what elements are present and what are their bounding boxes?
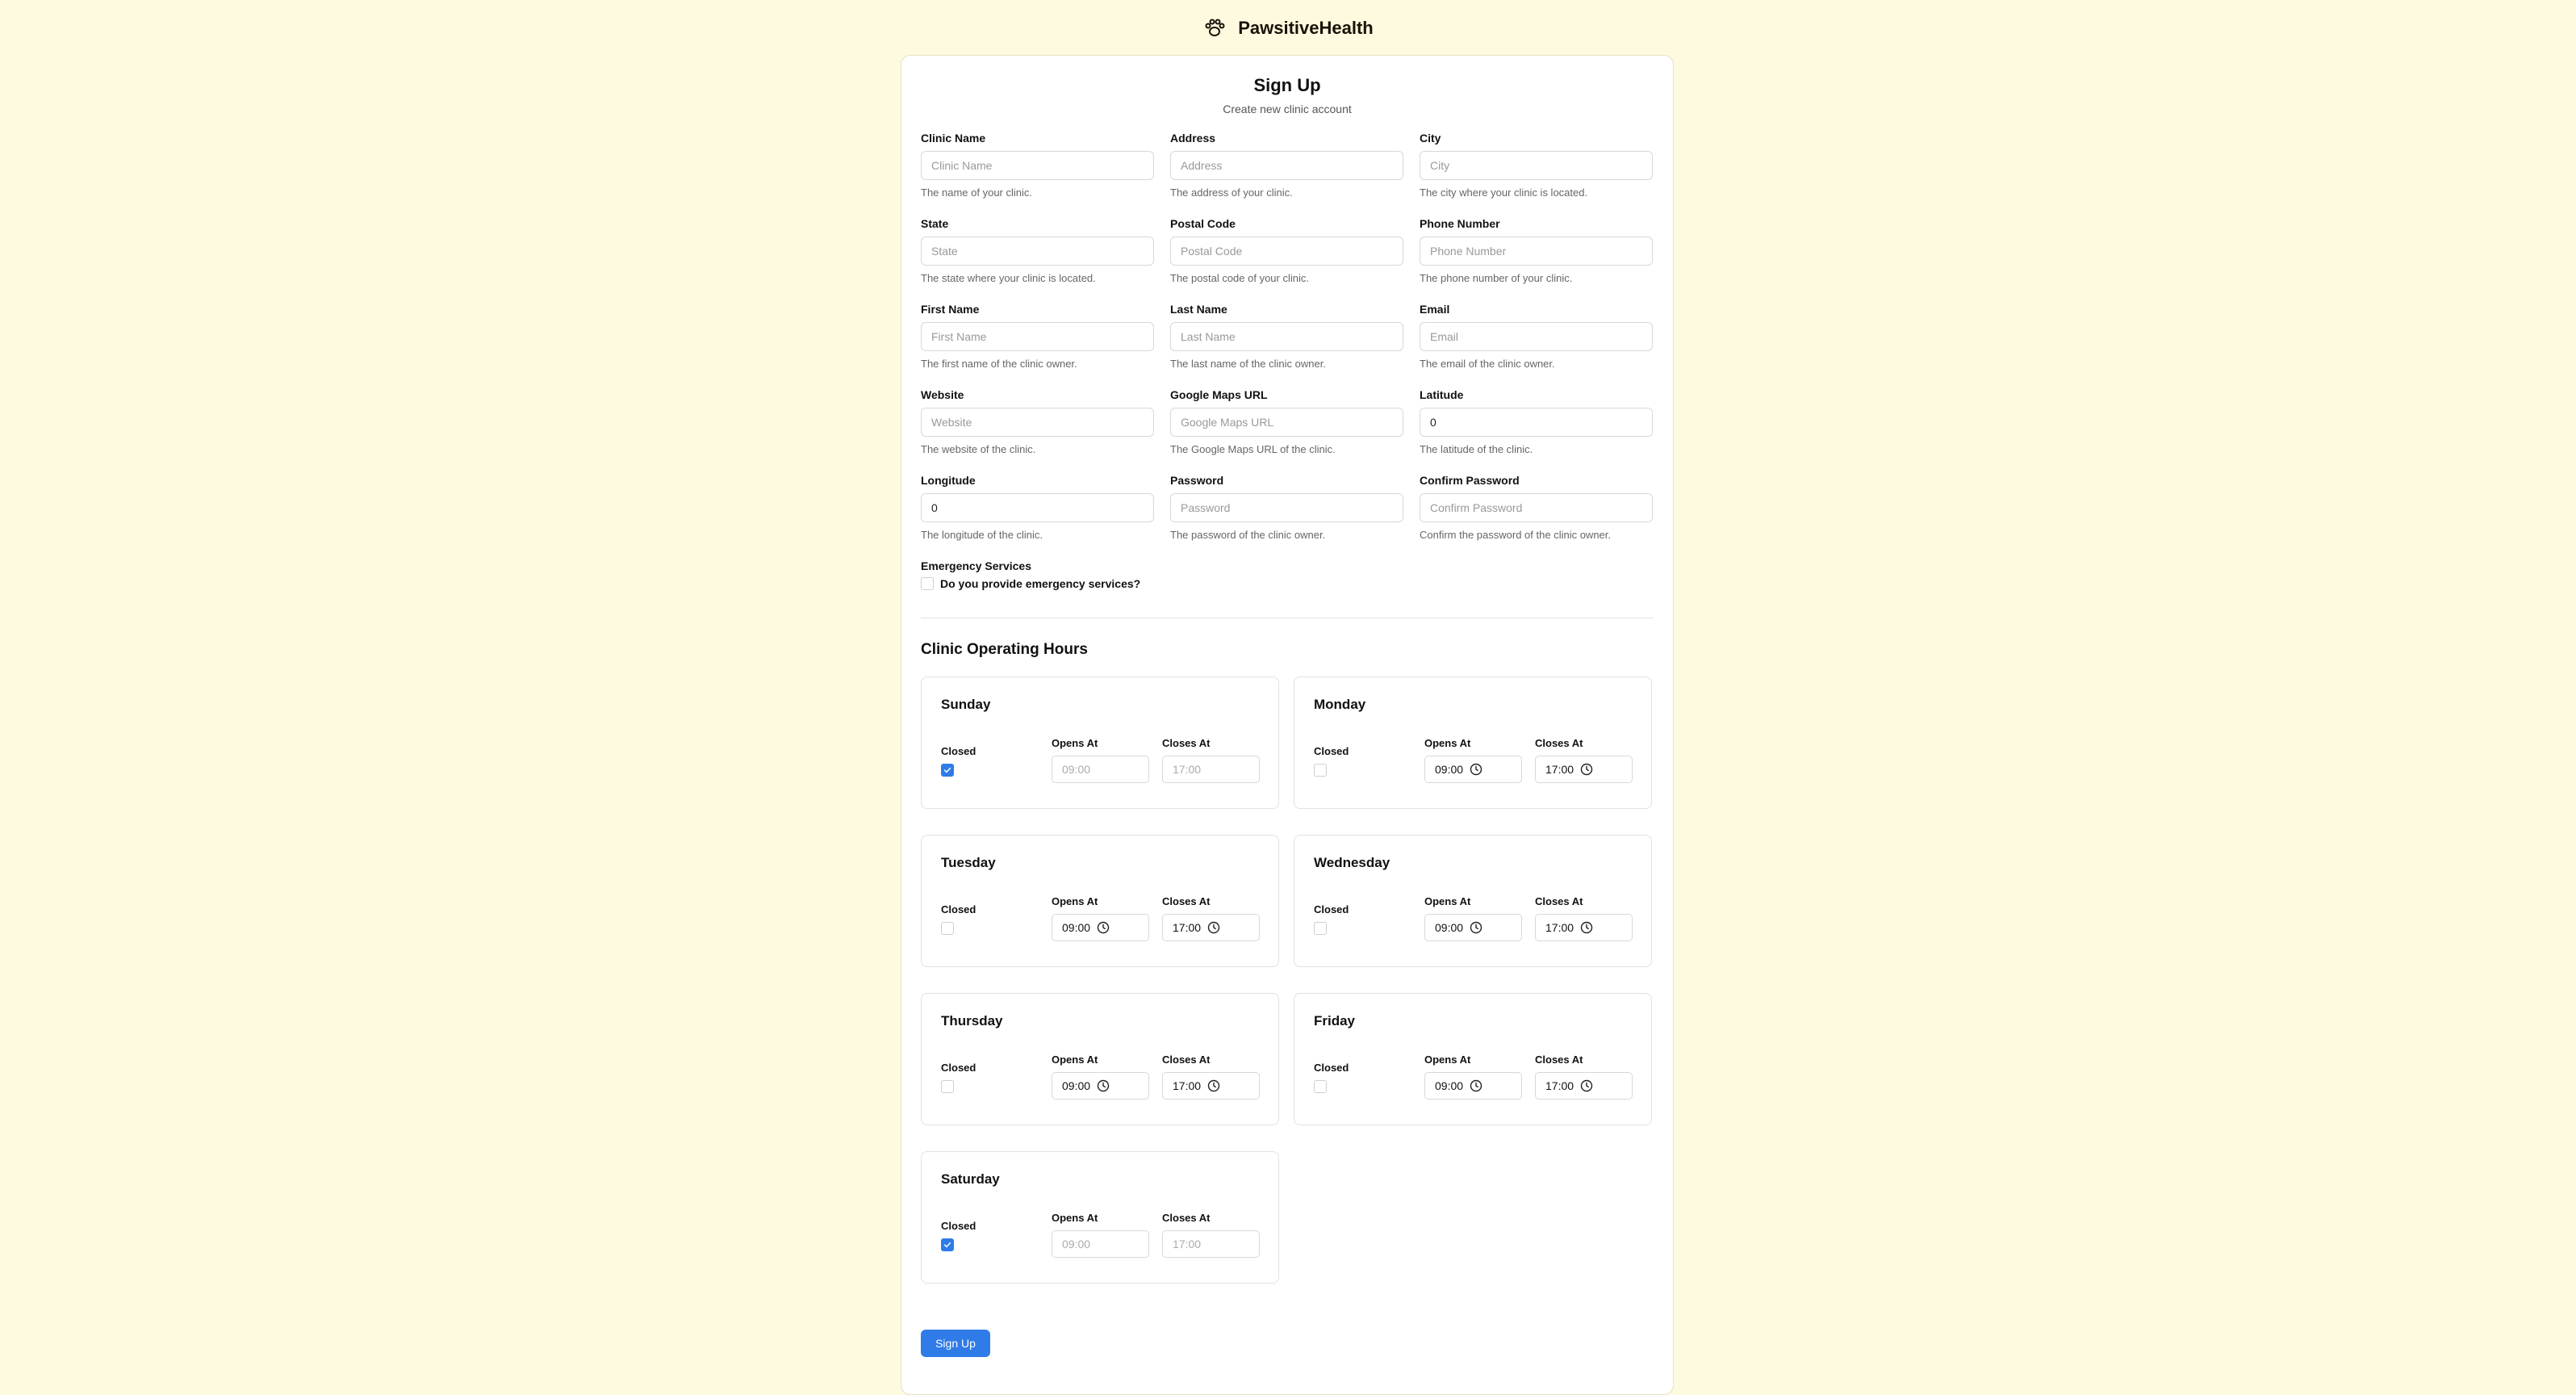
latitude-label: Latitude [1420,388,1464,401]
check-icon [943,765,952,775]
field-email [1420,303,1653,388]
clinic-name-input[interactable] [921,151,1154,180]
day-name: Wednesday [1314,855,1390,870]
day-name: Saturday [941,1171,1000,1187]
emergency-label: Emergency Services [921,559,1031,572]
closes-time-value: 17:00 [1545,921,1574,934]
opens-label: Opens At [1052,895,1098,907]
closes-time-value: 17:00 [1173,1238,1202,1250]
fields-grid [921,132,1654,559]
field-google-maps-url [1170,388,1403,474]
confirm-password-input[interactable] [1420,493,1653,522]
opens-time-input[interactable] [1424,756,1522,783]
last-name-input[interactable] [1170,322,1403,351]
paw-icon [1202,16,1227,40]
opens-time-input[interactable] [1052,1072,1149,1100]
field-password [1170,474,1403,559]
day-name: Thursday [941,1013,1003,1028]
day-name: Monday [1314,697,1366,712]
closed-checkbox[interactable] [1314,1080,1327,1093]
opens-time-input[interactable] [1424,1072,1522,1100]
closes-time-input[interactable] [1162,914,1260,941]
closed-checkbox[interactable] [941,1080,954,1093]
clinic-name-label: Clinic Name [921,132,986,145]
postal-code-label: Postal Code [1170,217,1236,230]
clock-icon [1207,921,1220,934]
email-input[interactable] [1420,322,1653,351]
closes-time-input[interactable] [1162,756,1260,783]
clock-icon [1097,921,1110,934]
website-help: The website of the clinic. [921,443,1036,455]
closed-checkbox[interactable] [941,1238,954,1251]
state-label: State [921,217,949,230]
closed-checkbox[interactable] [941,922,954,935]
closes-time-value: 17:00 [1545,763,1574,776]
city-help: The city where your clinic is located. [1420,186,1588,199]
latitude-input[interactable] [1420,408,1653,437]
opens-label: Opens At [1424,1054,1471,1066]
closes-time-input[interactable] [1162,1230,1260,1258]
opens-time-value: 09:00 [1062,1238,1091,1250]
closes-label: Closes At [1535,737,1583,749]
closed-label: Closed [941,1220,976,1232]
opens-label: Opens At [1052,1054,1098,1066]
opens-time-value: 09:00 [1062,921,1091,934]
closes-time-value: 17:00 [1173,763,1202,776]
closes-time-input[interactable] [1535,1072,1633,1100]
sign-up-button[interactable]: Sign Up [921,1330,990,1357]
day-card-saturday [921,1151,1279,1284]
opens-label: Opens At [1424,737,1471,749]
day-card-sunday [921,677,1279,809]
closed-label: Closed [941,903,976,915]
closed-checkbox[interactable] [1314,922,1327,935]
clock-icon [1470,921,1482,934]
closed-label: Closed [941,745,976,757]
field-last-name [1170,303,1403,388]
opens-time-input[interactable] [1052,914,1149,941]
closes-time-input[interactable] [1535,756,1633,783]
hours-title: Clinic Operating Hours [921,641,1088,658]
clock-icon [1470,763,1482,776]
state-input[interactable] [921,237,1154,266]
closed-checkbox[interactable] [1314,764,1327,777]
day-card-friday [1294,993,1652,1125]
closes-label: Closes At [1162,1054,1211,1066]
field-website [921,388,1154,474]
day-card-thursday [921,993,1279,1125]
day-card-monday [1294,677,1652,809]
field-state [921,217,1154,303]
password-label: Password [1170,474,1224,487]
address-label: Address [1170,132,1216,145]
longitude-input[interactable] [921,493,1154,522]
closes-time-value: 17:00 [1545,1079,1574,1092]
password-input[interactable] [1170,493,1403,522]
first-name-label: First Name [921,303,980,316]
email-help: The email of the clinic owner. [1420,358,1555,370]
last-name-label: Last Name [1170,303,1227,316]
closes-label: Closes At [1535,1054,1583,1066]
field-confirm-password [1420,474,1653,559]
closes-time-input[interactable] [1535,914,1633,941]
first-name-help: The first name of the clinic owner. [921,358,1077,370]
day-card-wednesday [1294,835,1652,967]
clock-icon [1580,763,1593,776]
phone-number-label: Phone Number [1420,217,1500,230]
day-name: Friday [1314,1013,1356,1028]
opens-time-value: 09:00 [1062,1079,1091,1092]
day-name: Tuesday [941,855,996,870]
postal-code-input[interactable] [1170,237,1403,266]
state-help: The state where your clinic is located. [921,272,1096,284]
field-phone-number [1420,217,1653,303]
clock-icon [1580,1079,1593,1092]
latitude-help: The latitude of the clinic. [1420,443,1533,455]
top-header [0,0,2576,57]
clock-icon [1097,1079,1110,1092]
field-longitude [921,474,1154,559]
google-maps-url-label: Google Maps URL [1170,388,1268,401]
opens-label: Opens At [1424,895,1471,907]
phone-number-input[interactable] [1420,237,1653,266]
email-label: Email [1420,303,1450,316]
google-maps-url-help: The Google Maps URL of the clinic. [1170,443,1336,455]
closes-time-value: 17:00 [1173,921,1202,934]
opens-time-input[interactable] [1052,1230,1149,1258]
clock-icon [1580,921,1593,934]
closed-label: Closed [1314,1062,1349,1074]
opens-time-value: 09:00 [1062,763,1091,776]
postal-code-help: The postal code of your clinic. [1170,272,1309,284]
opens-time-value: 09:00 [1435,1079,1464,1092]
emergency-checkbox[interactable] [921,577,934,590]
field-postal-code [1170,217,1403,303]
day-name: Sunday [941,697,991,712]
clock-icon [1470,1079,1482,1092]
closed-checkbox[interactable] [941,764,954,777]
form-title: Sign Up [1253,75,1321,95]
confirm-password-help: Confirm the password of the clinic owner. [1420,529,1611,541]
clinic-name-help: The name of your clinic. [921,186,1033,199]
last-name-help: The last name of the clinic owner. [1170,358,1326,370]
closes-label: Closes At [1162,737,1211,749]
opens-time-input[interactable] [1052,756,1149,783]
clock-icon [1207,1079,1220,1092]
field-first-name [921,303,1154,388]
address-help: The address of your clinic. [1170,186,1293,199]
closes-time-input[interactable] [1162,1072,1260,1100]
field-latitude [1420,388,1653,474]
closes-label: Closes At [1162,895,1211,907]
field-clinic-name [921,132,1154,217]
address-input[interactable] [1170,151,1403,180]
opens-label: Opens At [1052,737,1098,749]
website-label: Website [921,388,964,401]
first-name-input[interactable] [921,322,1154,351]
closed-label: Closed [1314,745,1349,757]
city-input[interactable] [1420,151,1653,180]
closes-label: Closes At [1535,895,1583,907]
closed-label: Closed [941,1062,976,1074]
emergency-checkbox-label: Do you provide emergency services? [940,577,1141,590]
check-icon [943,1240,952,1250]
password-help: The password of the clinic owner. [1170,529,1326,541]
longitude-label: Longitude [921,474,976,487]
phone-number-help: The phone number of your clinic. [1420,272,1573,284]
brand-name[interactable]: PawsitiveHealth [1238,18,1374,38]
closed-label: Closed [1314,903,1349,915]
opens-time-value: 09:00 [1435,763,1464,776]
days-grid [921,677,1654,1284]
day-card-tuesday [921,835,1279,967]
google-maps-url-input[interactable] [1170,408,1403,437]
signup-card [901,55,1674,1395]
field-address [1170,132,1403,217]
closes-label: Closes At [1162,1212,1211,1224]
opens-label: Opens At [1052,1212,1098,1224]
longitude-help: The longitude of the clinic. [921,529,1043,541]
opens-time-value: 09:00 [1435,921,1464,934]
field-city [1420,132,1653,217]
closes-time-value: 17:00 [1173,1079,1202,1092]
website-input[interactable] [921,408,1154,437]
confirm-password-label: Confirm Password [1420,474,1520,487]
city-label: City [1420,132,1441,145]
emergency-services [921,559,1654,590]
opens-time-input[interactable] [1424,914,1522,941]
form-subtitle: Create new clinic account [1223,103,1352,115]
